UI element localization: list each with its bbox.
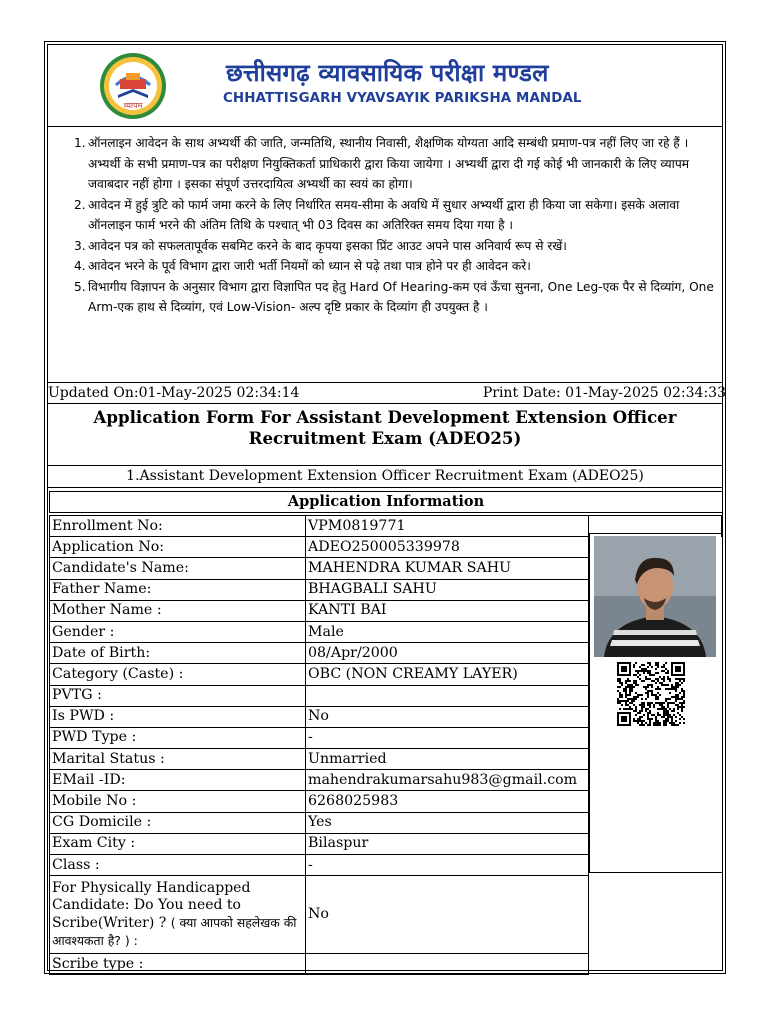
field-value: 08/Apr/2000 <box>306 643 589 664</box>
org-name-hindi: छत्तीसगढ़ व्यावसायिक परीक्षा मण्डल <box>226 59 549 87</box>
table-row <box>50 954 722 975</box>
header <box>48 45 722 127</box>
field-value: VPM0819771 <box>306 516 589 537</box>
form-frame <box>44 41 726 974</box>
field-label: PWD Type : <box>50 727 306 748</box>
scribe-question-value: No <box>306 876 589 954</box>
field-label: Enrollment No: <box>50 516 306 537</box>
scribe-question-hindi: ( क्या आपको सहलेखक की आवश्यकता है? ) : <box>52 914 297 948</box>
candidate-photo <box>594 536 716 657</box>
section-heading: Application Information <box>49 491 723 513</box>
print-date: Print Date: 01-May-2025 02:34:33 <box>482 385 726 401</box>
field-value: BHAGBALI SAHU <box>306 579 589 600</box>
field-value: - <box>306 727 589 748</box>
field-value: No <box>306 706 589 727</box>
field-value: Unmarried <box>306 749 589 770</box>
field-label: Exam City : <box>50 833 306 854</box>
field-label: Class : <box>50 855 306 876</box>
field-value: MAHENDRA KUMAR SAHU <box>306 558 589 579</box>
field-label: Marital Status : <box>50 749 306 770</box>
field-value: Male <box>306 621 589 642</box>
field-value: OBC (NON CREAMY LAYER) <box>306 664 589 685</box>
logo-caption: व्यापम <box>123 101 143 110</box>
vyapam-logo-icon <box>96 51 170 121</box>
instructions <box>48 127 722 383</box>
field-value <box>306 954 589 975</box>
form-title: Application Form For Assistant Development Extension Officer Recruitment Exam (ADEO25) <box>48 404 722 466</box>
dates-row <box>48 383 726 404</box>
field-label: Father Name: <box>50 579 306 600</box>
form-inner-frame <box>47 44 726 972</box>
field-label: Scribe type : <box>50 954 306 975</box>
scribe-question-english: For Physically Handicapped Candidate: Do You need to Scribe(Writer) ? <box>52 879 251 931</box>
field-label: Category (Caste) : <box>50 664 306 685</box>
qr-code-icon <box>617 662 685 726</box>
instruction-list <box>74 133 722 318</box>
field-value <box>306 685 589 706</box>
instruction-item: 4. आवेदन भरने के पूर्व विभाग द्वारा जारी भर्ती नियमों को ध्यान से पढ़े तथा पात्र होने पर ही आवेदन करे। <box>74 259 531 273</box>
field-value: Bilaspur <box>306 833 589 854</box>
field-label: Is PWD : <box>50 706 306 727</box>
exam-line: 1.Assistant Development Extension Officer Recruitment Exam (ADEO25) <box>48 466 722 488</box>
field-value: mahendrakumarsahu983@gmail.com <box>306 770 589 791</box>
table-row <box>50 876 722 954</box>
instruction-item: 3. आवेदन पत्र को सफलतापूर्वक सबमिट करने के बाद कृपया इसका प्रिंट आउट अपने पास अनिवार्य रूप से रखें। <box>74 238 567 253</box>
photo-area <box>589 533 723 873</box>
field-label: Gender : <box>50 621 306 642</box>
field-value: 6268025983 <box>306 791 589 812</box>
instruction-item: 1. ऑनलाइन आवेदन के साथ अभ्यर्थी की जाति, जन्मतिथि, स्थानीय निवासी, शैक्षणिक योग्यता आदि सम्बंधी प्रमाण-पत्र नहीं लिए जा रहे हैं । अभ्यर्थी के सभी प्रमाण-पत्र का परीक्षण नियुक्तिकर्ता प्राधिकारी द्वारा किया जायेगा । अभ्यर्थी द्वारा दी गई कोई भी जानकारी के लिए व्यापम जवाबदार नहीं होगा । इसका संपूर्ण उत्तरदायित्व अभ्यर्थी का स्वयं का होगा। <box>74 136 690 191</box>
field-label: Date of Birth: <box>50 643 306 664</box>
field-label: Candidate's Name: <box>50 558 306 579</box>
instruction-item: 5. विभागीय विज्ञापन के अनुसार विभाग द्वारा विज्ञापित पद हेतु Hard Of Hearing-कम एवं ऊँचा सुनना, One Leg-एक पैर से दिव्यांग, One Arm-एक हाथ से दिव्यांग, एवं Low-Vision- अल्प दृष्टि प्रकार के दिव्यांग ही उपयुक्त है । <box>74 279 714 314</box>
instruction-item: 2. आवेदन में हुई त्रुटि को फार्म जमा करने के लिए निर्धारित समय-सीमा के अवधि में सुधार अभ्यर्थी द्वारा ही किया जा सकेगा। इसके अलावा ऑनलाइन फार्म भरने की अंतिम तिथि के पश्चात् भी 03 दिवस का अतिरिक्त समय दिया गया है । <box>74 197 680 232</box>
field-label: CG Domicile : <box>50 812 306 833</box>
scribe-question-label <box>50 876 306 954</box>
field-value: - <box>306 855 589 876</box>
field-value: Yes <box>306 812 589 833</box>
org-name-english: CHHATTISGARH VYAVSAYIK PARIKSHA MANDAL <box>223 91 582 106</box>
field-value: ADEO250005339978 <box>306 537 589 558</box>
field-label: Mother Name : <box>50 600 306 621</box>
field-label: EMail -ID: <box>50 770 306 791</box>
updated-on: Updated On:01-May-2025 02:34:14 <box>48 385 300 401</box>
field-label: Application No: <box>50 537 306 558</box>
field-label: Mobile No : <box>50 791 306 812</box>
field-value: KANTI BAI <box>306 600 589 621</box>
field-label: PVTG : <box>50 685 306 706</box>
